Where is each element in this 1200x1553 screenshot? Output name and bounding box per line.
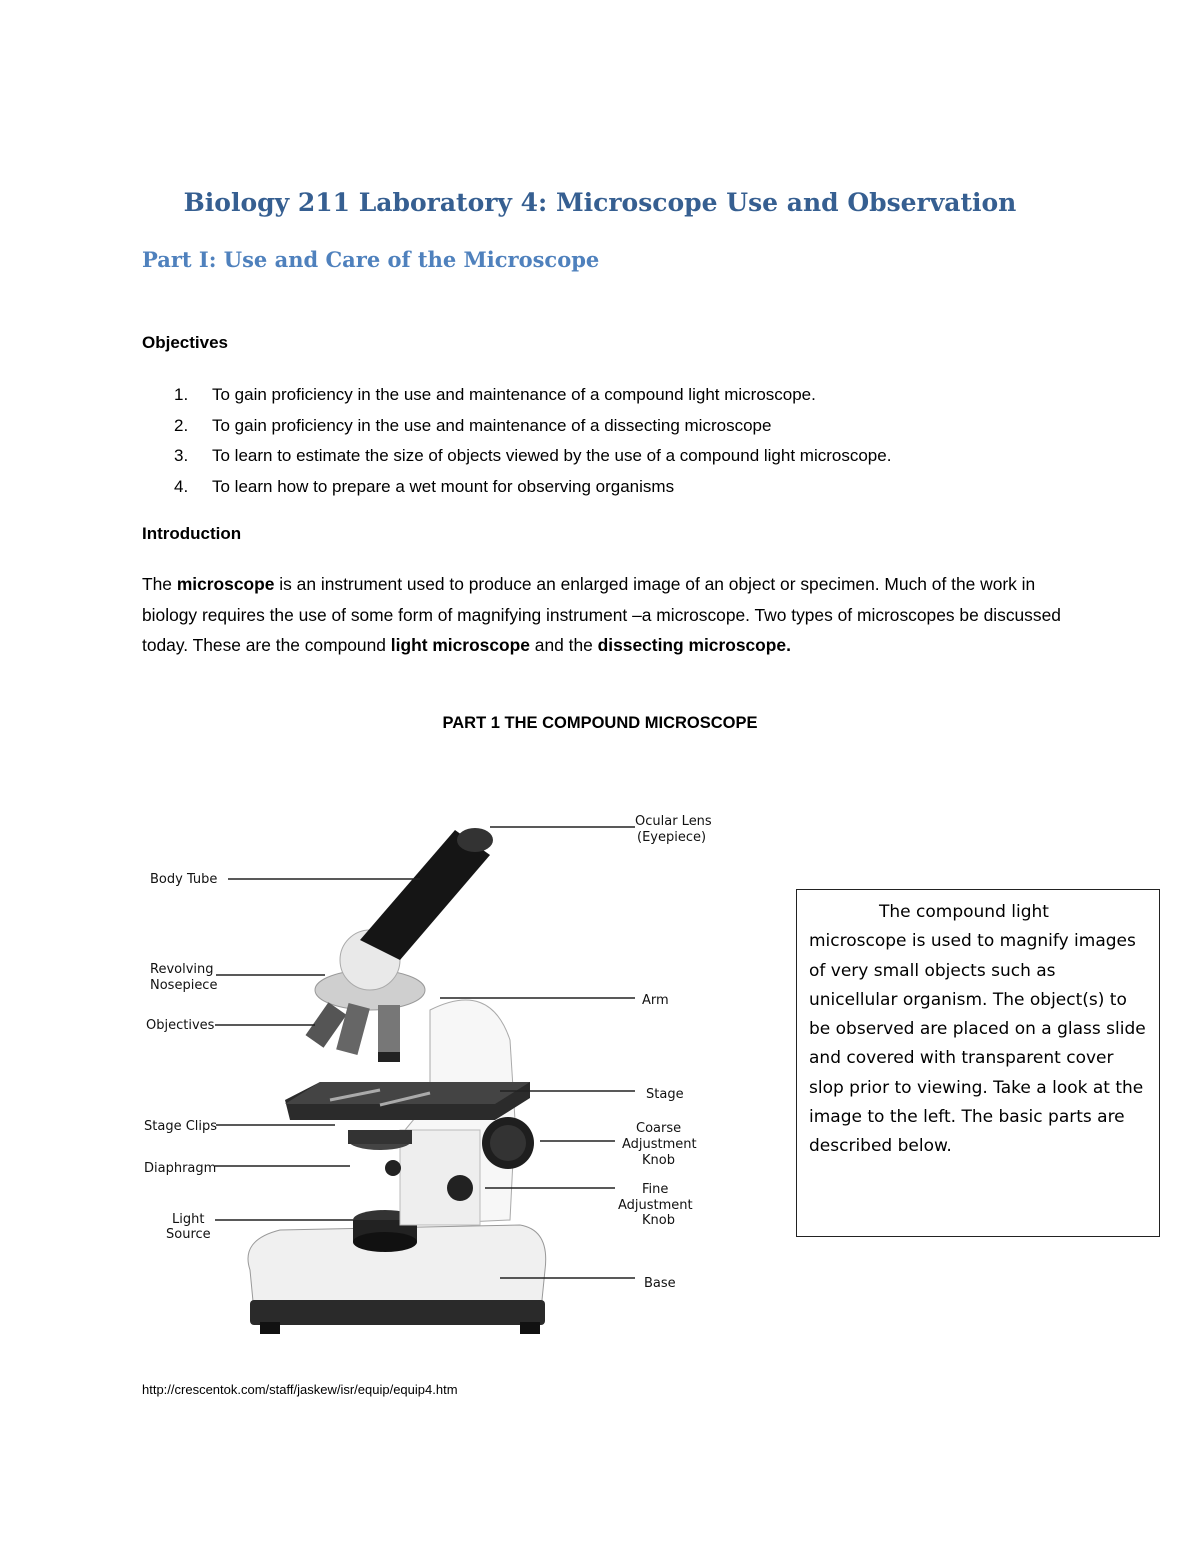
label-fine: Fine [642, 1182, 669, 1197]
label-objectives: Objectives [146, 1018, 215, 1033]
list-item [142, 380, 891, 411]
label-base: Base [644, 1276, 676, 1291]
label-ocular-lens: Ocular Lens [635, 814, 712, 829]
list-number: 3. [174, 446, 189, 465]
list-item [142, 472, 891, 503]
objectives-heading: Objectives [142, 333, 228, 352]
info-box-first-line: The compound light [879, 902, 1049, 922]
label-source: Source [166, 1227, 211, 1242]
list-number: 4. [174, 476, 189, 496]
bold-term: microscope [176, 574, 275, 594]
list-text: To learn how to prepare a wet mount for observing organisms [212, 476, 675, 496]
introduction-paragraph: The microscope is an instrument used to produce an enlarged image of an object or specimen. Much of the work in biology requires the use of some form of magnifying instrument –a microscope. Two types of microscopes be discussed today. These are the compound light microscope and the dissecting microscope. [142, 574, 1061, 656]
label-diaphragm: Diaphragm [144, 1161, 217, 1176]
list-item [142, 441, 891, 472]
label-nosepiece: Nosepiece [150, 978, 218, 993]
list-text: To gain proficiency in the use and maintenance of a dissecting microscope [212, 415, 772, 435]
label-revolving: Revolving [150, 962, 214, 977]
label-coarse-adjustment: Adjustment [622, 1137, 697, 1152]
info-box [796, 889, 1160, 1237]
label-eyepiece: (Eyepiece) [637, 830, 707, 845]
microscope-figure [130, 800, 730, 1360]
microscope-illustration [248, 828, 546, 1334]
label-stage-clips: Stage Clips [144, 1119, 218, 1134]
label-light: Light [172, 1212, 205, 1227]
label-fine-adjustment: Adjustment [618, 1198, 693, 1213]
list-text: To gain proficiency in the use and maintenance of a compound light microscope. [212, 385, 816, 404]
part-heading: Part I: Use and Care of the Microscope [142, 247, 600, 272]
list-number: 1. [174, 385, 189, 404]
label-stage: Stage [646, 1087, 684, 1102]
label-body-tube: Body Tube [150, 872, 218, 887]
label-arm: Arm [642, 993, 669, 1008]
label-fine-knob: Knob [642, 1213, 675, 1228]
source-url: http://crescentok.com/staff/jaskew/isr/equip/equip4.htm [142, 1382, 458, 1397]
label-coarse: Coarse [636, 1121, 682, 1136]
list-item [142, 411, 891, 442]
info-box-text: microscope is used to magnify images of very small objects such as unicellular organism. The object(s) to be observed are placed on a glass slide and covered with transparent cover slop prior to viewing. Take a look at the image to the left. The basic parts are described below. [809, 931, 1146, 1157]
label-coarse-knob: Knob [642, 1153, 675, 1168]
list-number: 2. [174, 415, 189, 435]
document-title: Biology 211 Laboratory 4: Microscope Use and Observation [183, 188, 1017, 217]
bold-term: dissecting microscope. [597, 635, 791, 656]
bold-term: light microscope [390, 635, 530, 656]
section-heading: PART 1 THE COMPOUND MICROSCOPE [442, 714, 758, 732]
list-text: To learn to estimate the size of objects viewed by the use of a compound light microscope. [212, 446, 892, 465]
objectives-list [142, 380, 891, 502]
introduction-heading: Introduction [142, 524, 242, 543]
